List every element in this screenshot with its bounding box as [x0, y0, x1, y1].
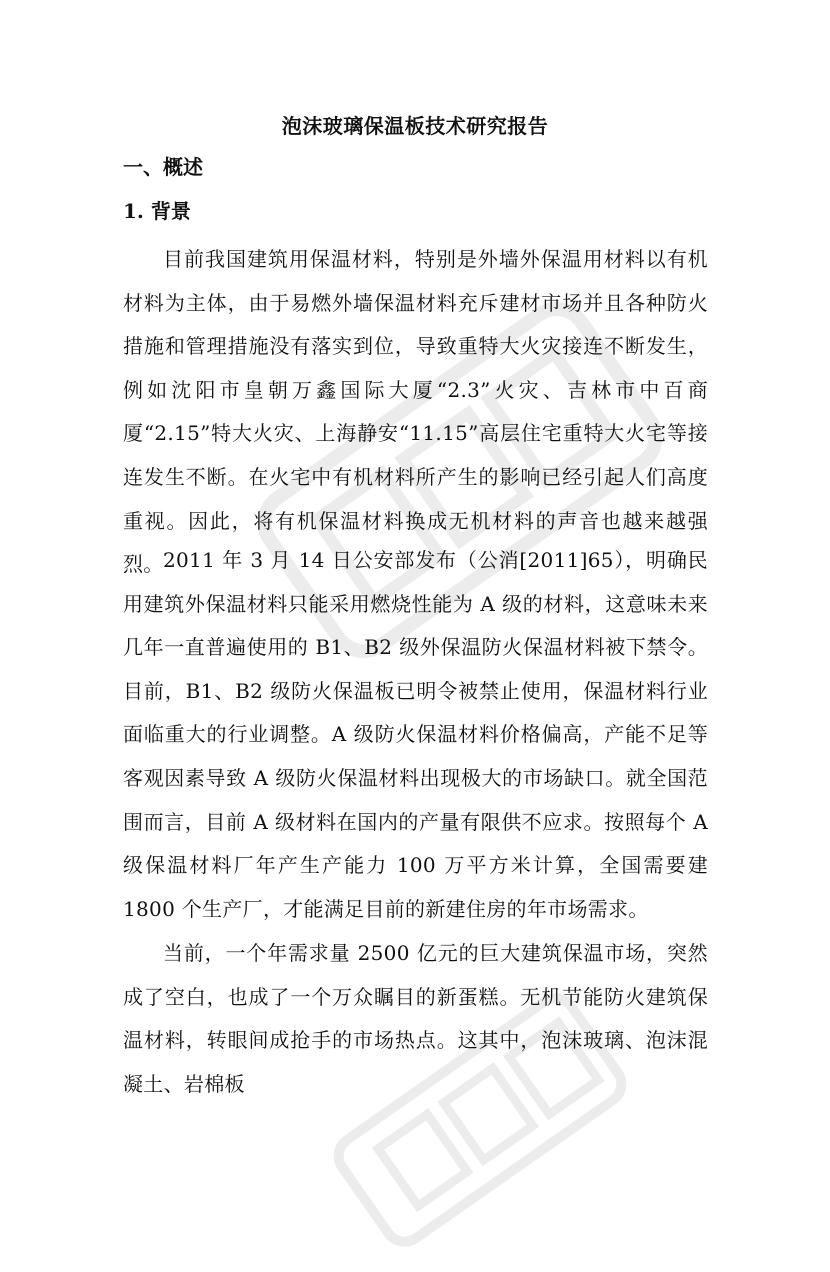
paragraph-2: 2011 年 3 月 14 日公安部发布（公消[2011]65），明确民用建筑外保温材料只能采用燃烧性能为 A 级的材料，这意味未来几年一直普遍使用的 B1、B2 级外保温防火保温材料被下禁令。目前，B1、B2 级防火保温板已明令被禁止使用，保温材料行业面临重大的行业调整。A 级防火保温材料价格偏高，产能不足等客观因素导致 A 级防火保温材料出现极大的市场缺口。就全国范围而言，目前 A 级材料在国内的产量有限供不应求。按照每个 A 级保温材料厂年产生产能力 100 万平方米计算，全国需要建 1800 个生产厂，才能满足目前的新建住房的年市场需求。	[123, 548, 708, 921]
paragraph-3: 当前，一个年需求量 2500 亿元的巨大建筑保温市场，突然成了空白，也成了一个万众瞩目的新蛋糕。无机节能防火建筑保温材料，转眼间成抢手的市场热点。这其中，泡沫玻璃、泡沫混凝土、岩棉板	[123, 941, 708, 1096]
section-heading-overview: 一、概述	[123, 155, 203, 179]
subsection-heading-background: 1. 背景	[123, 199, 191, 223]
document-title: 泡沫玻璃保温板技术研究报告	[281, 114, 549, 138]
paragraph-1: 目前我国建筑用保温材料，特别是外墙外保温用材料以有机材料为主体，由于易燃外墙保温材料充斥建材市场并且各种防火措施和管理措施没有落实到位，导致重特大火灾接连不断发生，例如沈阳市皇朝万鑫国际大厦“2.3”火灾、吉林市中百商厦“2.15”特大火灾、上海静安“11.15”高层住宅重特大火宅等接连发生不断。在火宅中有机材料所产生的影响已经引起人们高度重视。因此，将有机保温材料换成无机材料的声音也越来越强烈。	[123, 247, 708, 577]
